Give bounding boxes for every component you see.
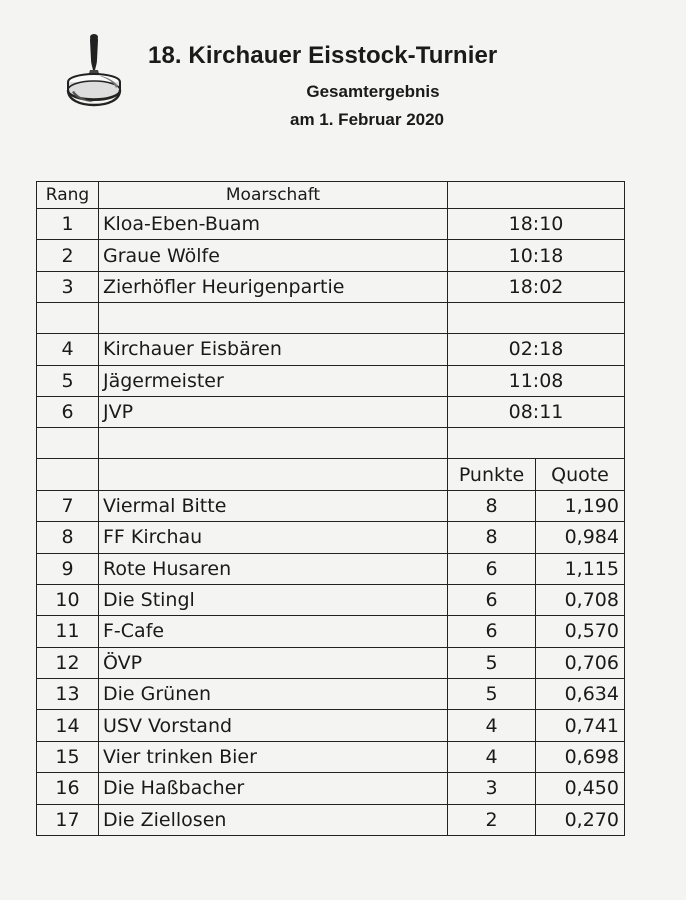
score-cell: 08:11 (448, 396, 625, 427)
rank-cell: 8 (37, 522, 99, 553)
header-punkte: Punkte (448, 459, 536, 490)
rank-cell: 6 (37, 396, 99, 427)
team-name-cell: ÖVP (99, 647, 448, 678)
rank-cell: 17 (37, 804, 99, 835)
table-row (37, 679, 625, 710)
team-name-cell: Die Grünen (99, 679, 448, 710)
spacer-row (37, 303, 625, 334)
points-cell: 8 (448, 522, 536, 553)
empty-cell (37, 459, 99, 490)
points-cell: 5 (448, 679, 536, 710)
spacer-row (37, 428, 625, 459)
team-name-cell: Die Stingl (99, 584, 448, 615)
score-cell: 02:18 (448, 334, 625, 365)
table-row (37, 804, 625, 835)
points-cell: 2 (448, 804, 536, 835)
table-row (37, 240, 625, 271)
team-name-cell: Die Haßbacher (99, 773, 448, 804)
points-cell: 4 (448, 741, 536, 772)
score-cell: 18:02 (448, 271, 625, 302)
event-date: am 1. Februar 2020 (289, 110, 445, 129)
points-cell: 6 (448, 553, 536, 584)
team-name-cell: JVP (99, 396, 448, 427)
table-row (37, 490, 625, 521)
team-name-cell: F-Cafe (99, 616, 448, 647)
table-row (37, 773, 625, 804)
table-row (37, 209, 625, 240)
rank-cell: 9 (37, 553, 99, 584)
score-cell: 11:08 (448, 365, 625, 396)
rank-cell: 5 (37, 365, 99, 396)
points-cell: 4 (448, 710, 536, 741)
quote-cell: 0,570 (536, 616, 625, 647)
empty-cell (37, 428, 99, 459)
table-row (37, 647, 625, 678)
results-table (36, 181, 625, 836)
quote-cell: 0,698 (536, 741, 625, 772)
ranking-header-row (37, 459, 625, 490)
rank-cell: 15 (37, 741, 99, 772)
team-name-cell: Jägermeister (99, 365, 448, 396)
team-name-cell: Kirchauer Eisbären (99, 334, 448, 365)
table-row (37, 710, 625, 741)
quote-cell: 0,984 (536, 522, 625, 553)
quote-cell: 0,741 (536, 710, 625, 741)
quote-cell: 1,190 (536, 490, 625, 521)
rank-cell: 2 (37, 240, 99, 271)
rank-cell: 16 (37, 773, 99, 804)
score-cell: 10:18 (448, 240, 625, 271)
rank-cell: 3 (37, 271, 99, 302)
table-row (37, 616, 625, 647)
quote-cell: 0,270 (536, 804, 625, 835)
empty-cell (99, 303, 448, 334)
page-title: 18. Kirchauer Eisstock-Turnier (148, 42, 498, 69)
empty-cell (448, 303, 625, 334)
score-cell: 18:10 (448, 209, 625, 240)
empty-cell (99, 428, 448, 459)
team-name-cell: Graue Wölfe (99, 240, 448, 271)
rank-cell: 1 (37, 209, 99, 240)
quote-cell: 0,708 (536, 584, 625, 615)
team-name-cell: Viermal Bitte (99, 490, 448, 521)
rank-cell: 14 (37, 710, 99, 741)
rank-cell: 7 (37, 490, 99, 521)
points-cell: 6 (448, 584, 536, 615)
points-cell: 5 (448, 647, 536, 678)
rank-cell: 12 (37, 647, 99, 678)
header-empty (448, 182, 625, 209)
team-name-cell: USV Vorstand (99, 710, 448, 741)
points-cell: 3 (448, 773, 536, 804)
team-name-cell: Kloa-Eben-Buam (99, 209, 448, 240)
rank-cell: 4 (37, 334, 99, 365)
header-rang: Rang (37, 182, 99, 209)
points-cell: 8 (448, 490, 536, 521)
quote-cell: 0,634 (536, 679, 625, 710)
table-row (37, 741, 625, 772)
team-name-cell: Vier trinken Bier (99, 741, 448, 772)
table-row (37, 584, 625, 615)
table-row (37, 271, 625, 302)
rank-cell: 11 (37, 616, 99, 647)
points-cell: 6 (448, 616, 536, 647)
quote-cell: 0,450 (536, 773, 625, 804)
quote-cell: 1,115 (536, 553, 625, 584)
header-quote: Quote (536, 459, 625, 490)
header-moarschaft: Moarschaft (99, 182, 448, 209)
empty-cell (99, 459, 448, 490)
page-subtitle: Gesamtergebnis (306, 82, 440, 101)
table-row (37, 334, 625, 365)
team-name-cell: Zierhöfler Heurigenpartie (99, 271, 448, 302)
table-row (37, 522, 625, 553)
team-name-cell: Die Ziellosen (99, 804, 448, 835)
rank-cell: 10 (37, 584, 99, 615)
table-row (37, 396, 625, 427)
rank-cell: 13 (37, 679, 99, 710)
empty-cell (37, 303, 99, 334)
team-name-cell: FF Kirchau (99, 522, 448, 553)
table-row (37, 365, 625, 396)
empty-cell (448, 428, 625, 459)
header-row (37, 182, 625, 209)
team-name-cell: Rote Husaren (99, 553, 448, 584)
table-row (37, 553, 625, 584)
quote-cell: 0,706 (536, 647, 625, 678)
